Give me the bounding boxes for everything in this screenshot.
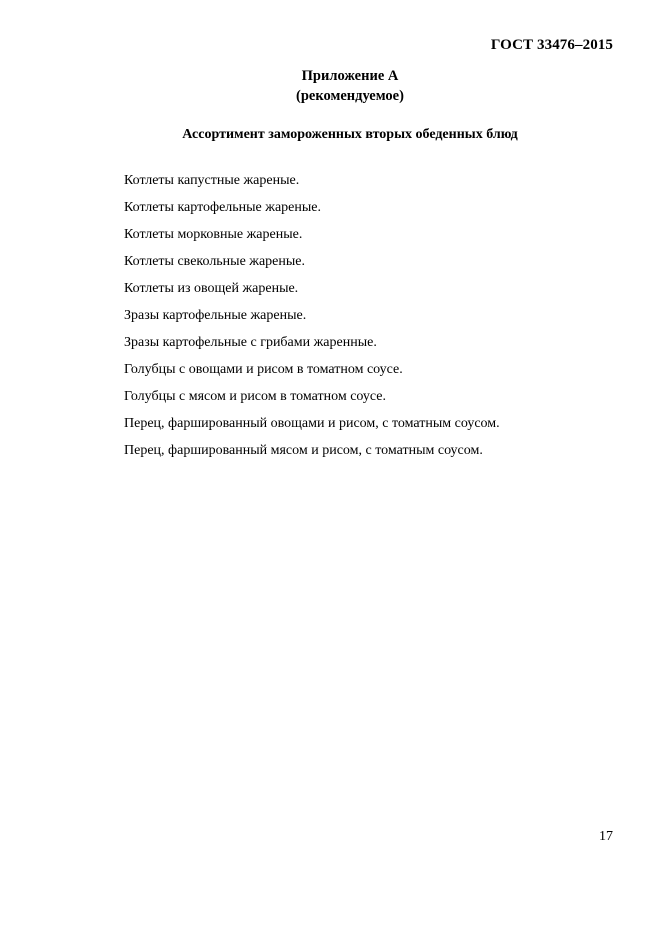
list-item: Котлеты капустные жареные. — [124, 173, 300, 188]
appendix-subtitle: (рекомендуемое) — [296, 88, 404, 104]
list-item: Перец, фаршированный мясом и рисом, с томатным соусом. — [124, 443, 483, 458]
list-item: Котлеты из овощей жареные. — [124, 281, 299, 296]
appendix-title: Приложение А — [301, 68, 399, 84]
list-item: Зразы картофельные жареные. — [124, 308, 307, 323]
assortment-list — [124, 172, 500, 469]
list-item: Перец, фаршированный овощами и рисом, с томатным соусом. — [124, 416, 500, 431]
list-item: Голубцы с мясом и рисом в томатном соусе. — [124, 389, 386, 404]
document-code: ГОСТ 33476–2015 — [490, 37, 613, 53]
list-item: Котлеты морковные жареные. — [124, 227, 303, 242]
list-item: Котлеты картофельные жареные. — [124, 200, 321, 215]
list-item: Зразы картофельные с грибами жаренные. — [124, 335, 377, 350]
list-item: Голубцы с овощами и рисом в томатном соусе. — [124, 362, 403, 377]
section-title: Ассортимент замороженных вторых обеденных блюд — [182, 127, 518, 142]
page-number: 17 — [599, 829, 613, 844]
appendix-heading — [0, 66, 661, 106]
list-item: Котлеты свекольные жареные. — [124, 254, 306, 269]
